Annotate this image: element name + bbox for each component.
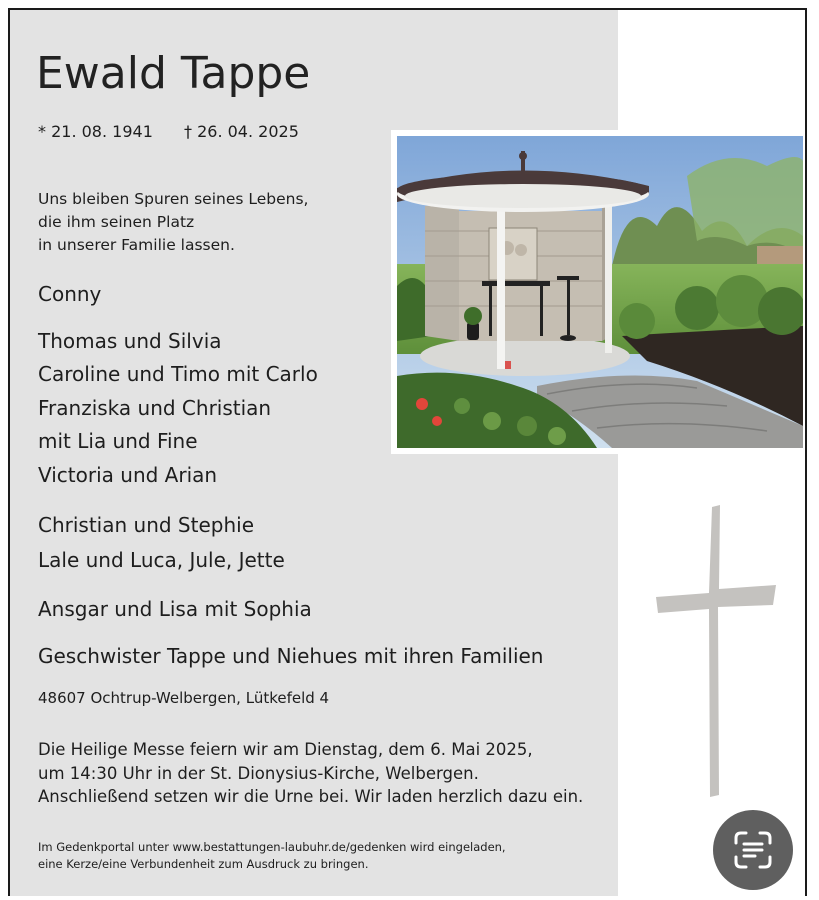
address: 48607 Ochtrup-Welbergen, Lütkefeld 4 (38, 689, 330, 707)
chapel-photo (391, 130, 807, 454)
obituary-notice (8, 8, 807, 896)
cross-icon (652, 505, 776, 805)
birth-date: * 21. 08. 1941 (38, 122, 153, 141)
deceased-name: Ewald Tappe (36, 48, 311, 99)
family-member: Christian und Stephie (38, 513, 255, 537)
quote-line: die ihm seinen Platz (38, 213, 195, 231)
family-member: Victoria und Arian (38, 463, 218, 487)
portal-line: Im Gedenkportal unter www.bestattungen-laubuhr.de/gedenken wird eingeladen, (38, 840, 506, 854)
scan-text-icon (733, 830, 773, 870)
family-member: mit Lia und Fine (38, 429, 198, 453)
family-member: Caroline und Timo mit Carlo (38, 362, 318, 386)
service-details (38, 738, 638, 809)
family-member: Lale und Luca, Jule, Jette (38, 548, 285, 572)
quote-line: Uns bleiben Spuren seines Lebens, (38, 190, 309, 208)
memorial-portal-note (38, 839, 598, 873)
quote-line: in unserer Familie lassen. (38, 236, 235, 254)
family-member: Conny (38, 282, 102, 306)
portal-line: eine Kerze/eine Verbundenheit zum Ausdruck zu bringen. (38, 857, 369, 871)
family-member: Ansgar und Lisa mit Sophia (38, 597, 312, 621)
family-member: Franziska und Christian (38, 396, 272, 420)
chapel-illustration (397, 136, 803, 448)
family-member: Thomas und Silvia (38, 329, 222, 353)
memorial-quote (38, 188, 418, 257)
scan-text-button[interactable] (713, 810, 793, 890)
service-line: Anschließend setzen wir die Urne bei. Wir laden herzlich dazu ein. (38, 787, 584, 806)
death-date: † 26. 04. 2025 (184, 122, 299, 141)
service-line: Die Heilige Messe feiern wir am Dienstag, dem 6. Mai 2025, (38, 740, 533, 759)
service-line: um 14:30 Uhr in der St. Dionysius-Kirche, Welbergen. (38, 763, 479, 783)
family-member: Geschwister Tappe und Niehues mit ihren Familien (38, 644, 544, 668)
